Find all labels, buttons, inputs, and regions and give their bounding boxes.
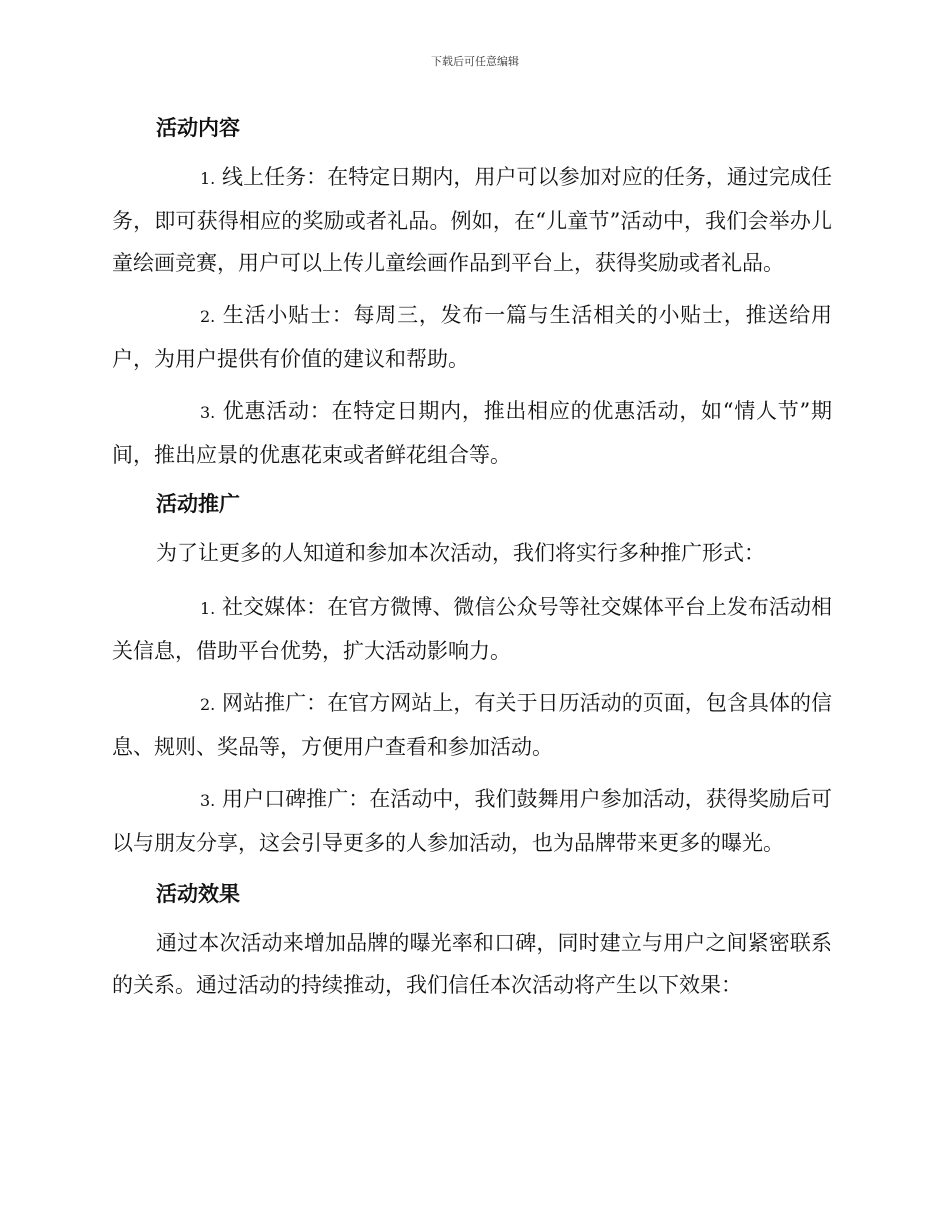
list-number: 3. [200, 403, 216, 422]
list-text: 线上任务：在特定日期内，用户可以参加对应的任务，通过完成任务，即可获得相应的奖励或者礼品。例如，在“儿童节”活动中，我们会举办儿童绘画竞赛，用户可以上传儿童绘画作品到平台上，获得奖励或者礼品。 [112, 165, 832, 275]
section-title-effect: 活动效果 [156, 881, 240, 906]
list-number: 3. [200, 791, 216, 810]
page-header: 下载后可任意编辑 [431, 55, 519, 68]
list-text: 用户口碑推广：在活动中，我们鼓舞用户参加活动，获得奖励后可以与朋友分享，这会引导更多的人参加活动，也为品牌带来更多的曝光。 [112, 787, 832, 855]
list-text: 生活小贴士：每周三，发布一篇与生活相关的小贴士，推送给用户，为用户提供有价值的建议和帮助。 [112, 303, 832, 371]
list-text: 网站推广：在官方网站上，有关于日历活动的页面，包含具体的信息、规则、奖品等，方便用户查看和参加活动。 [112, 691, 832, 759]
list-item [112, 586, 832, 672]
list-number: 1. [200, 599, 216, 618]
section-intro: 通过本次活动来增加品牌的曝光率和口碑，同时建立与用户之间紧密联系的关系。通过活动的持续推动，我们信任本次活动将产生以下效果： [112, 931, 832, 997]
list-item [112, 682, 832, 768]
list-item [112, 156, 832, 284]
document-body [112, 110, 832, 1018]
section-title-promotion: 活动推广 [156, 491, 240, 516]
list-number: 2. [200, 695, 216, 714]
list-item [112, 778, 832, 864]
list-number: 1. [200, 169, 216, 188]
list-item [112, 294, 832, 380]
list-item [112, 390, 832, 476]
section-intro: 为了让更多的人知道和参加本次活动，我们将实行多种推广形式： [156, 541, 765, 565]
list-text: 社交媒体：在官方微博、微信公众号等社交媒体平台上发布活动相关信息，借助平台优势，扩大活动影响力。 [112, 595, 832, 663]
section-title-content: 活动内容 [156, 115, 240, 140]
list-text: 优惠活动：在特定日期内，推出相应的优惠活动，如“情人节”期间，推出应景的优惠花束或者鲜花组合等。 [112, 399, 832, 467]
list-number: 2. [200, 307, 216, 326]
